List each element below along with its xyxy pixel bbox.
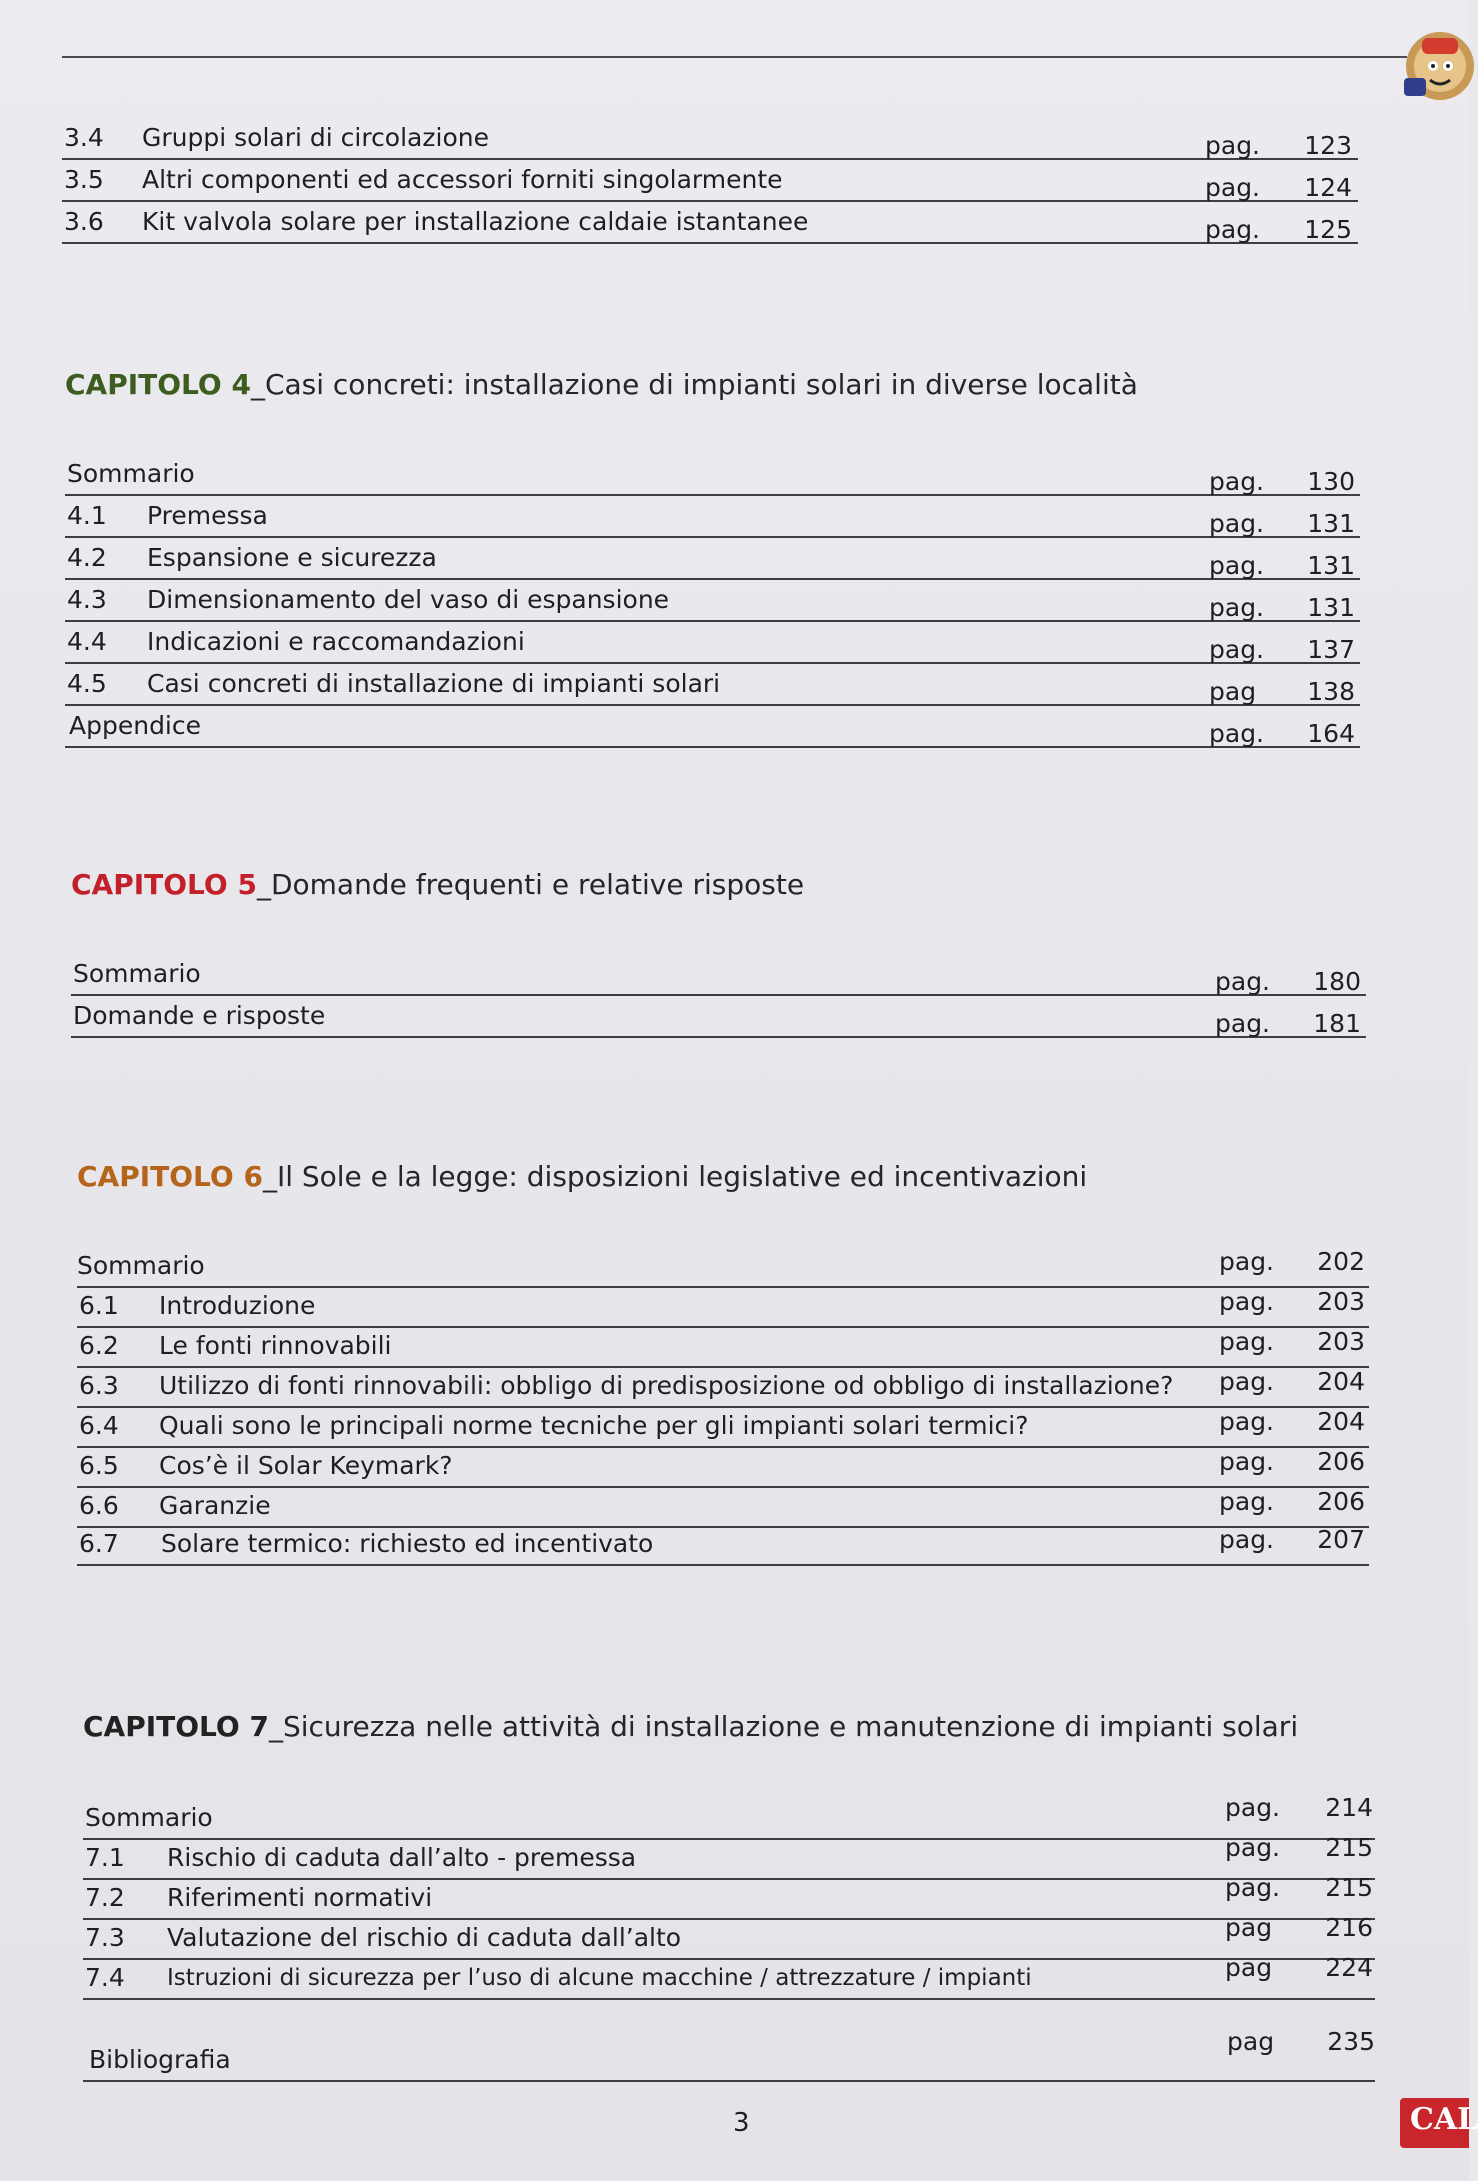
entry-pag: pag. (1219, 1287, 1275, 1316)
entry-page-number: 131 (1307, 593, 1355, 622)
toc-row[interactable] (65, 706, 1360, 748)
entry-pag: pag. (1225, 1833, 1281, 1862)
toc-row[interactable] (83, 1953, 1375, 2000)
entry-pag: pag (1225, 1953, 1273, 1982)
entry-page-number: 125 (1304, 215, 1352, 244)
chapter-heading: _Domande frequenti e relative risposte (256, 868, 805, 901)
entry-page-number: 130 (1307, 467, 1355, 496)
toc-row[interactable] (83, 1793, 1375, 1840)
toc-row[interactable] (83, 1873, 1375, 1920)
entry-number: 6.2 (79, 1331, 119, 1360)
page-number: 3 (733, 2108, 750, 2138)
entry-page-number: 215 (1325, 1833, 1373, 1862)
toc-row[interactable] (77, 1486, 1369, 1528)
entry-number: 7.1 (85, 1843, 125, 1872)
chapter-heading: _Il Sole e la legge: disposizioni legislative ed incentivazioni (262, 1160, 1088, 1193)
entry-pag: pag. (1209, 719, 1265, 748)
entry-pag: pag. (1219, 1247, 1275, 1276)
entry-pag: pag. (1219, 1525, 1275, 1554)
entry-label: Cos’è il Solar Keymark? (159, 1451, 453, 1480)
entry-pag: pag. (1209, 467, 1265, 496)
toc-row[interactable] (77, 1246, 1369, 1288)
entry-label: Dimensionamento del vaso di espansione (147, 585, 670, 614)
entry-label: Quali sono le principali norme tecniche per gli impianti solari termici? (159, 1411, 1029, 1440)
entry-page-number: 206 (1317, 1487, 1365, 1516)
entry-page-number: 204 (1317, 1367, 1365, 1396)
toc-row[interactable] (65, 496, 1360, 538)
cartoon-mascot-icon (1400, 28, 1475, 103)
entry-page-number: 216 (1325, 1913, 1373, 1942)
entry-number: 4.2 (67, 543, 107, 572)
entry-number: 4.5 (67, 669, 107, 698)
chapter-label: CAPITOLO 5 (71, 868, 257, 901)
chapter-label: CAPITOLO 7 (83, 1710, 269, 1743)
chapter-label: CAPITOLO 6 (77, 1160, 263, 1193)
entry-pag: pag. (1219, 1447, 1275, 1476)
toc-row[interactable] (77, 1326, 1369, 1368)
entry-label: Kit valvola solare per installazione caldaie istantanee (142, 207, 809, 236)
entry-page-number: 214 (1325, 1793, 1373, 1822)
entry-label: Le fonti rinnovabili (159, 1331, 392, 1360)
toc-row[interactable] (71, 996, 1366, 1038)
entry-pag: pag. (1219, 1487, 1275, 1516)
entry-label: Sommario (77, 1251, 205, 1280)
entry-pag: pag (1225, 1913, 1273, 1942)
entry-number: 6.5 (79, 1451, 119, 1480)
entry-page-number: 215 (1325, 1873, 1373, 1902)
toc-row[interactable] (62, 202, 1358, 244)
entry-number: 7.4 (85, 1963, 125, 1992)
entry-label: Premessa (147, 501, 268, 530)
entry-number: 4.4 (67, 627, 107, 656)
entry-label: Espansione e sicurezza (147, 543, 437, 572)
entry-page-number: 206 (1317, 1447, 1365, 1476)
entry-label: Indicazioni e raccomandazioni (147, 627, 525, 656)
chapter-label: CAPITOLO 4 (65, 368, 251, 401)
publisher-logo: CAL (1400, 2098, 1469, 2148)
entry-label: Rischio di caduta dall’alto - premessa (167, 1843, 637, 1872)
entry-page-number: 181 (1313, 1009, 1361, 1038)
entry-number: 6.7 (79, 1529, 119, 1558)
toc-row[interactable] (62, 160, 1358, 202)
entry-pag: pag. (1205, 215, 1261, 244)
entry-number: 6.4 (79, 1411, 119, 1440)
entry-page-number: 207 (1317, 1525, 1365, 1554)
entry-label: Casi concreti di installazione di impianti solari (147, 669, 721, 698)
entry-label: Gruppi solari di circolazione (142, 123, 489, 152)
entry-pag: pag. (1219, 1367, 1275, 1396)
entry-label: Sommario (73, 959, 201, 988)
entry-label: Domande e risposte (73, 1001, 326, 1030)
chapter-title (83, 1710, 1298, 1743)
entry-label: Riferimenti normativi (167, 1883, 433, 1912)
entry-pag: pag (1227, 2027, 1275, 2056)
entry-label: Utilizzo di fonti rinnovabili: obbligo di predisposizione od obbligo di installazione? (159, 1371, 1174, 1400)
toc-row[interactable] (65, 622, 1360, 664)
entry-pag: pag. (1209, 509, 1265, 538)
entry-number: 3.4 (64, 123, 104, 152)
entry-number: 3.6 (64, 207, 104, 236)
chapter-title (77, 1160, 1087, 1193)
entry-label: Bibliografia (89, 2045, 231, 2074)
toc-row[interactable] (65, 580, 1360, 622)
toc-row[interactable] (71, 954, 1366, 996)
entry-number: 3.5 (64, 165, 104, 194)
toc-row[interactable] (77, 1366, 1369, 1408)
entry-pag: pag. (1225, 1793, 1281, 1822)
entry-page-number: 131 (1307, 551, 1355, 580)
entry-number: 7.3 (85, 1923, 125, 1952)
entry-page-number: 131 (1307, 509, 1355, 538)
chapter-heading: _Sicurezza nelle attività di installazione e manutenzione di impianti solari (268, 1710, 1299, 1743)
chapter-title (71, 868, 804, 901)
toc-row[interactable] (77, 1446, 1369, 1488)
entry-pag: pag. (1225, 1873, 1281, 1902)
entry-pag: pag. (1209, 551, 1265, 580)
toc-row[interactable] (65, 454, 1360, 496)
entry-page-number: 137 (1307, 635, 1355, 664)
toc-row[interactable] (83, 1833, 1375, 1880)
entry-pag: pag. (1205, 173, 1261, 202)
header-rule (62, 56, 1407, 58)
entry-pag: pag. (1215, 1009, 1271, 1038)
chapter-heading: _Casi concreti: installazione di impianti solari in diverse località (250, 368, 1138, 401)
entry-number: 6.6 (79, 1491, 119, 1520)
toc-row[interactable] (65, 538, 1360, 580)
entry-page-number: 235 (1327, 2027, 1375, 2056)
entry-number: 4.1 (67, 501, 107, 530)
toc-row[interactable] (77, 1286, 1369, 1328)
toc-row[interactable] (65, 664, 1360, 706)
entry-label: Solare termico: richiesto ed incentivato (161, 1529, 654, 1558)
entry-page-number: 124 (1304, 173, 1352, 202)
entry-number: 6.1 (79, 1291, 119, 1320)
entry-label: Altri componenti ed accessori forniti singolarmente (142, 165, 783, 194)
entry-page-number: 202 (1317, 1247, 1365, 1276)
entry-pag: pag (1209, 677, 1257, 706)
toc-row[interactable] (62, 118, 1358, 160)
entry-pag: pag. (1205, 131, 1261, 160)
entry-page-number: 138 (1307, 677, 1355, 706)
entry-label: Istruzioni di sicurezza per l’uso di alcune macchine / attrezzature / impianti (167, 1965, 1032, 1991)
entry-label: Sommario (67, 459, 195, 488)
entry-label: Introduzione (159, 1291, 316, 1320)
entry-pag: pag. (1209, 593, 1265, 622)
entry-pag: pag. (1215, 967, 1271, 996)
entry-label: Sommario (85, 1803, 213, 1832)
entry-number: 7.2 (85, 1883, 125, 1912)
toc-row[interactable] (83, 1913, 1375, 1960)
entry-page-number: 164 (1307, 719, 1355, 748)
entry-number: 4.3 (67, 585, 107, 614)
entry-pag: pag. (1219, 1407, 1275, 1436)
entry-pag: pag. (1209, 635, 1265, 664)
entry-page-number: 123 (1304, 131, 1352, 160)
entry-label: Valutazione del rischio di caduta dall’alto (167, 1923, 682, 1952)
entry-pag: pag. (1219, 1327, 1275, 1356)
chapter-title (65, 368, 1138, 401)
toc-row[interactable] (77, 1406, 1369, 1448)
entry-number: 6.3 (79, 1371, 119, 1400)
entry-page-number: 180 (1313, 967, 1361, 996)
entry-page-number: 203 (1317, 1327, 1365, 1356)
entry-page-number: 203 (1317, 1287, 1365, 1316)
entry-label: Appendice (69, 711, 202, 740)
entry-label: Garanzie (159, 1491, 271, 1520)
toc-row[interactable] (77, 1524, 1369, 1566)
entry-page-number: 204 (1317, 1407, 1365, 1436)
toc-row-bibliography[interactable] (83, 2027, 1375, 2082)
entry-page-number: 224 (1325, 1953, 1373, 1982)
